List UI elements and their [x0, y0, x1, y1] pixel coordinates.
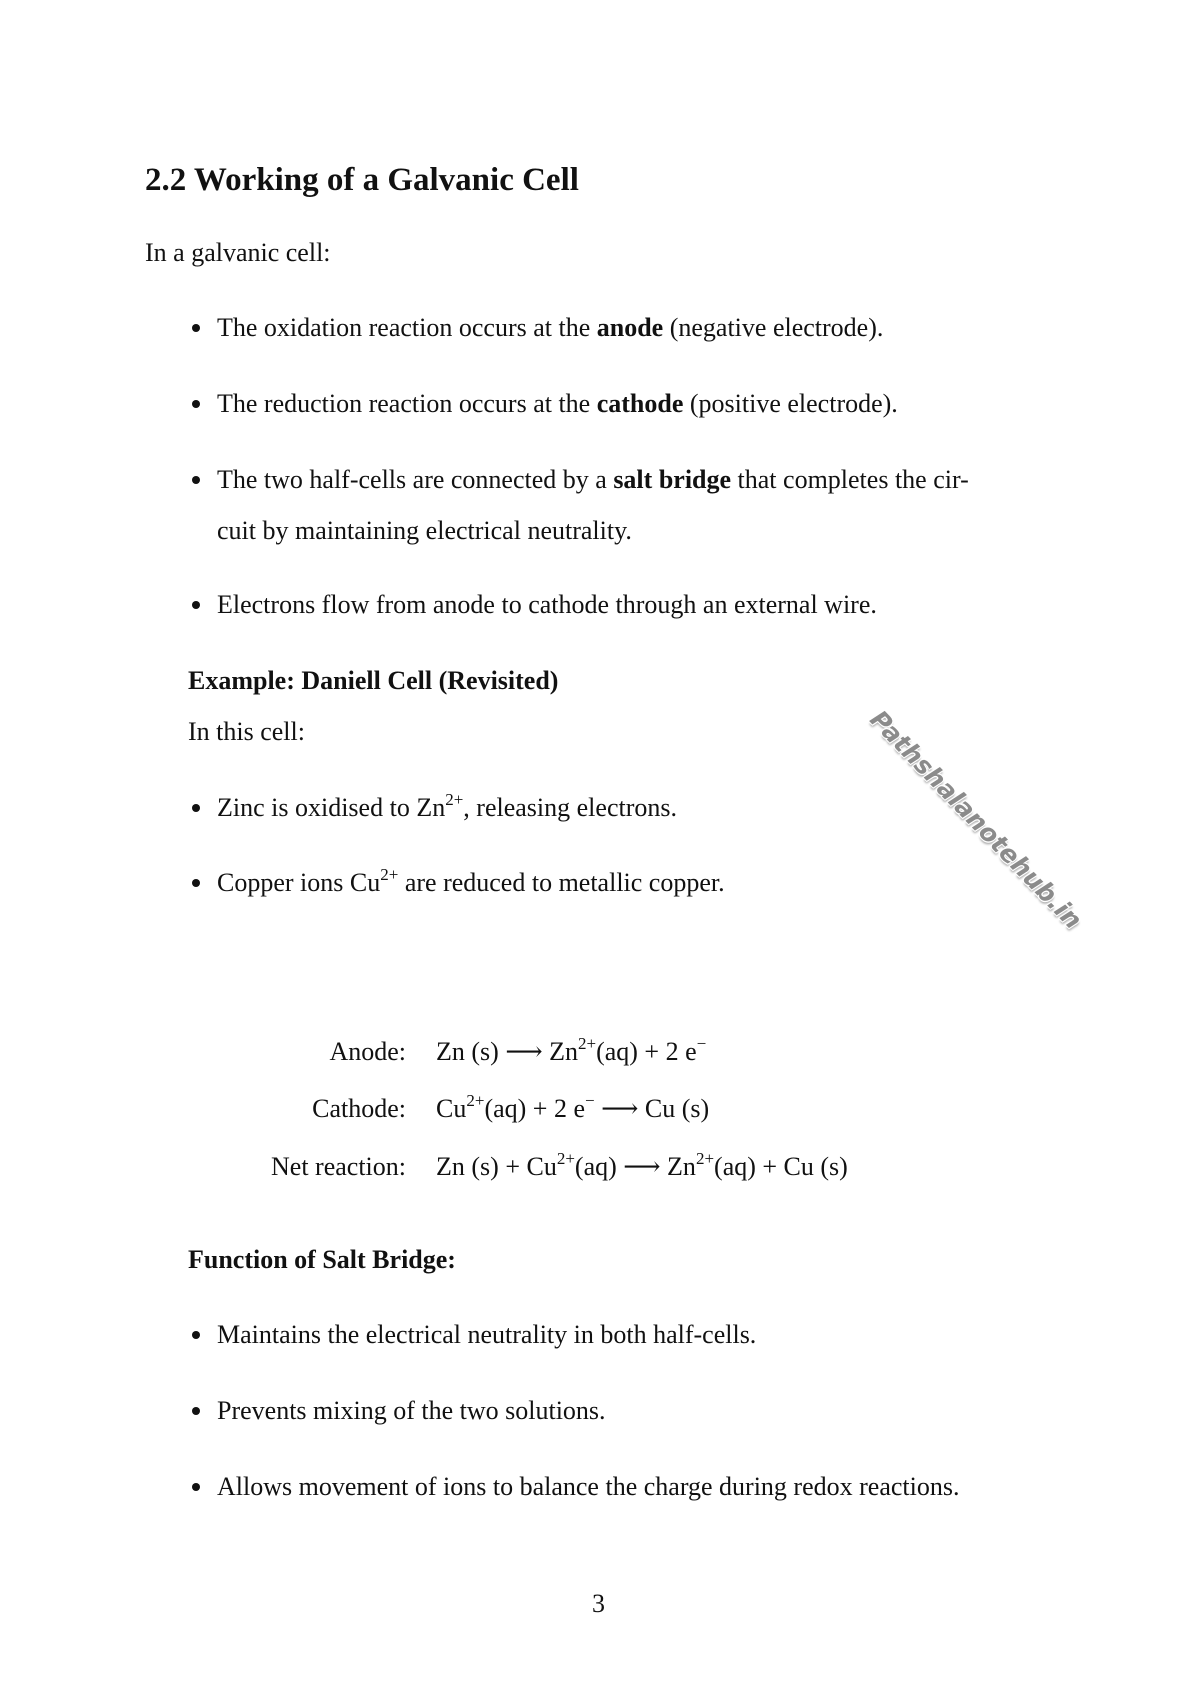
equation-part: (aq) ⟶ Zn: [574, 1152, 696, 1181]
bullet-icon: [192, 1483, 200, 1491]
bullet-icon: [192, 1331, 200, 1339]
superscript: −: [696, 1034, 707, 1053]
text: (negative electrode).: [663, 313, 884, 342]
bullet-icon: [192, 476, 200, 484]
text: that completes the cir-: [731, 465, 969, 494]
list-item: [217, 389, 898, 419]
bullet-icon: [192, 400, 200, 408]
text: The oxidation reaction occurs at the: [217, 313, 597, 342]
superscript: 2+: [556, 1149, 575, 1168]
bullet-icon: [192, 1407, 200, 1415]
superscript: 2+: [380, 865, 399, 884]
equation-part: (aq) + 2 e: [596, 1037, 697, 1066]
list-item: Electrons flow from anode to cathode through an external wire.: [217, 590, 877, 619]
superscript: 2+: [695, 1149, 715, 1168]
text: The reduction reaction occurs at the: [217, 389, 597, 418]
equation-part: Zn (s) ⟶ Zn: [436, 1037, 578, 1066]
equation-anode: [436, 1034, 707, 1067]
bullet-icon: [192, 879, 200, 887]
equation-cathode: [436, 1091, 710, 1124]
salt-bridge-title: Function of Salt Bridge:: [188, 1245, 456, 1274]
text: The two half-cells are connected by a: [217, 465, 614, 494]
bullet-icon: [192, 804, 200, 812]
equation-part: (aq) + 2 e: [484, 1094, 585, 1123]
equation-label-cathode: Cathode:: [312, 1094, 406, 1123]
page-number: 3: [592, 1589, 605, 1618]
equation-label-net: Net reaction:: [271, 1152, 406, 1181]
equation-part: Cu: [436, 1094, 467, 1123]
list-item: Maintains the electrical neutrality in both half-cells.: [217, 1320, 757, 1349]
bold-term: salt bridge: [613, 465, 732, 494]
superscript: 2+: [577, 1034, 597, 1053]
equation-net: [436, 1149, 848, 1182]
text: Copper ions Cu: [217, 868, 381, 897]
list-item: [217, 465, 969, 495]
superscript: −: [585, 1091, 595, 1110]
example-title: Example: Daniell Cell (Revisited): [188, 666, 559, 695]
list-item: [217, 313, 883, 343]
text: Zinc is oxidised to Zn: [217, 793, 446, 822]
bold-term: anode: [596, 313, 664, 342]
equation-label-anode: Anode:: [329, 1037, 406, 1066]
text: , releasing electrons.: [463, 793, 677, 822]
intro-text: In a galvanic cell:: [145, 238, 331, 267]
list-item: Prevents mixing of the two solutions.: [217, 1396, 606, 1425]
example-intro: In this cell:: [188, 717, 305, 746]
bold-term: cathode: [596, 389, 684, 418]
superscript: 2+: [466, 1091, 485, 1110]
list-item-continuation: cuit by maintaining electrical neutrality.: [217, 516, 632, 545]
watermark: Pathshalanotehub.in: [864, 704, 1088, 935]
list-item: [217, 790, 677, 823]
list-item: [217, 865, 725, 898]
bullet-icon: [192, 601, 200, 609]
equation-part: (aq) + Cu (s): [714, 1152, 848, 1181]
bullet-icon: [192, 324, 200, 332]
text: are reduced to metallic copper.: [398, 868, 725, 897]
list-item: Allows movement of ions to balance the charge during redox reactions.: [217, 1472, 960, 1501]
text: (positive electrode).: [683, 389, 898, 418]
equation-part: ⟶ Cu (s): [594, 1094, 710, 1123]
section-heading: 2.2 Working of a Galvanic Cell: [145, 162, 579, 198]
superscript: 2+: [445, 790, 464, 809]
equation-part: Zn (s) + Cu: [436, 1152, 557, 1181]
